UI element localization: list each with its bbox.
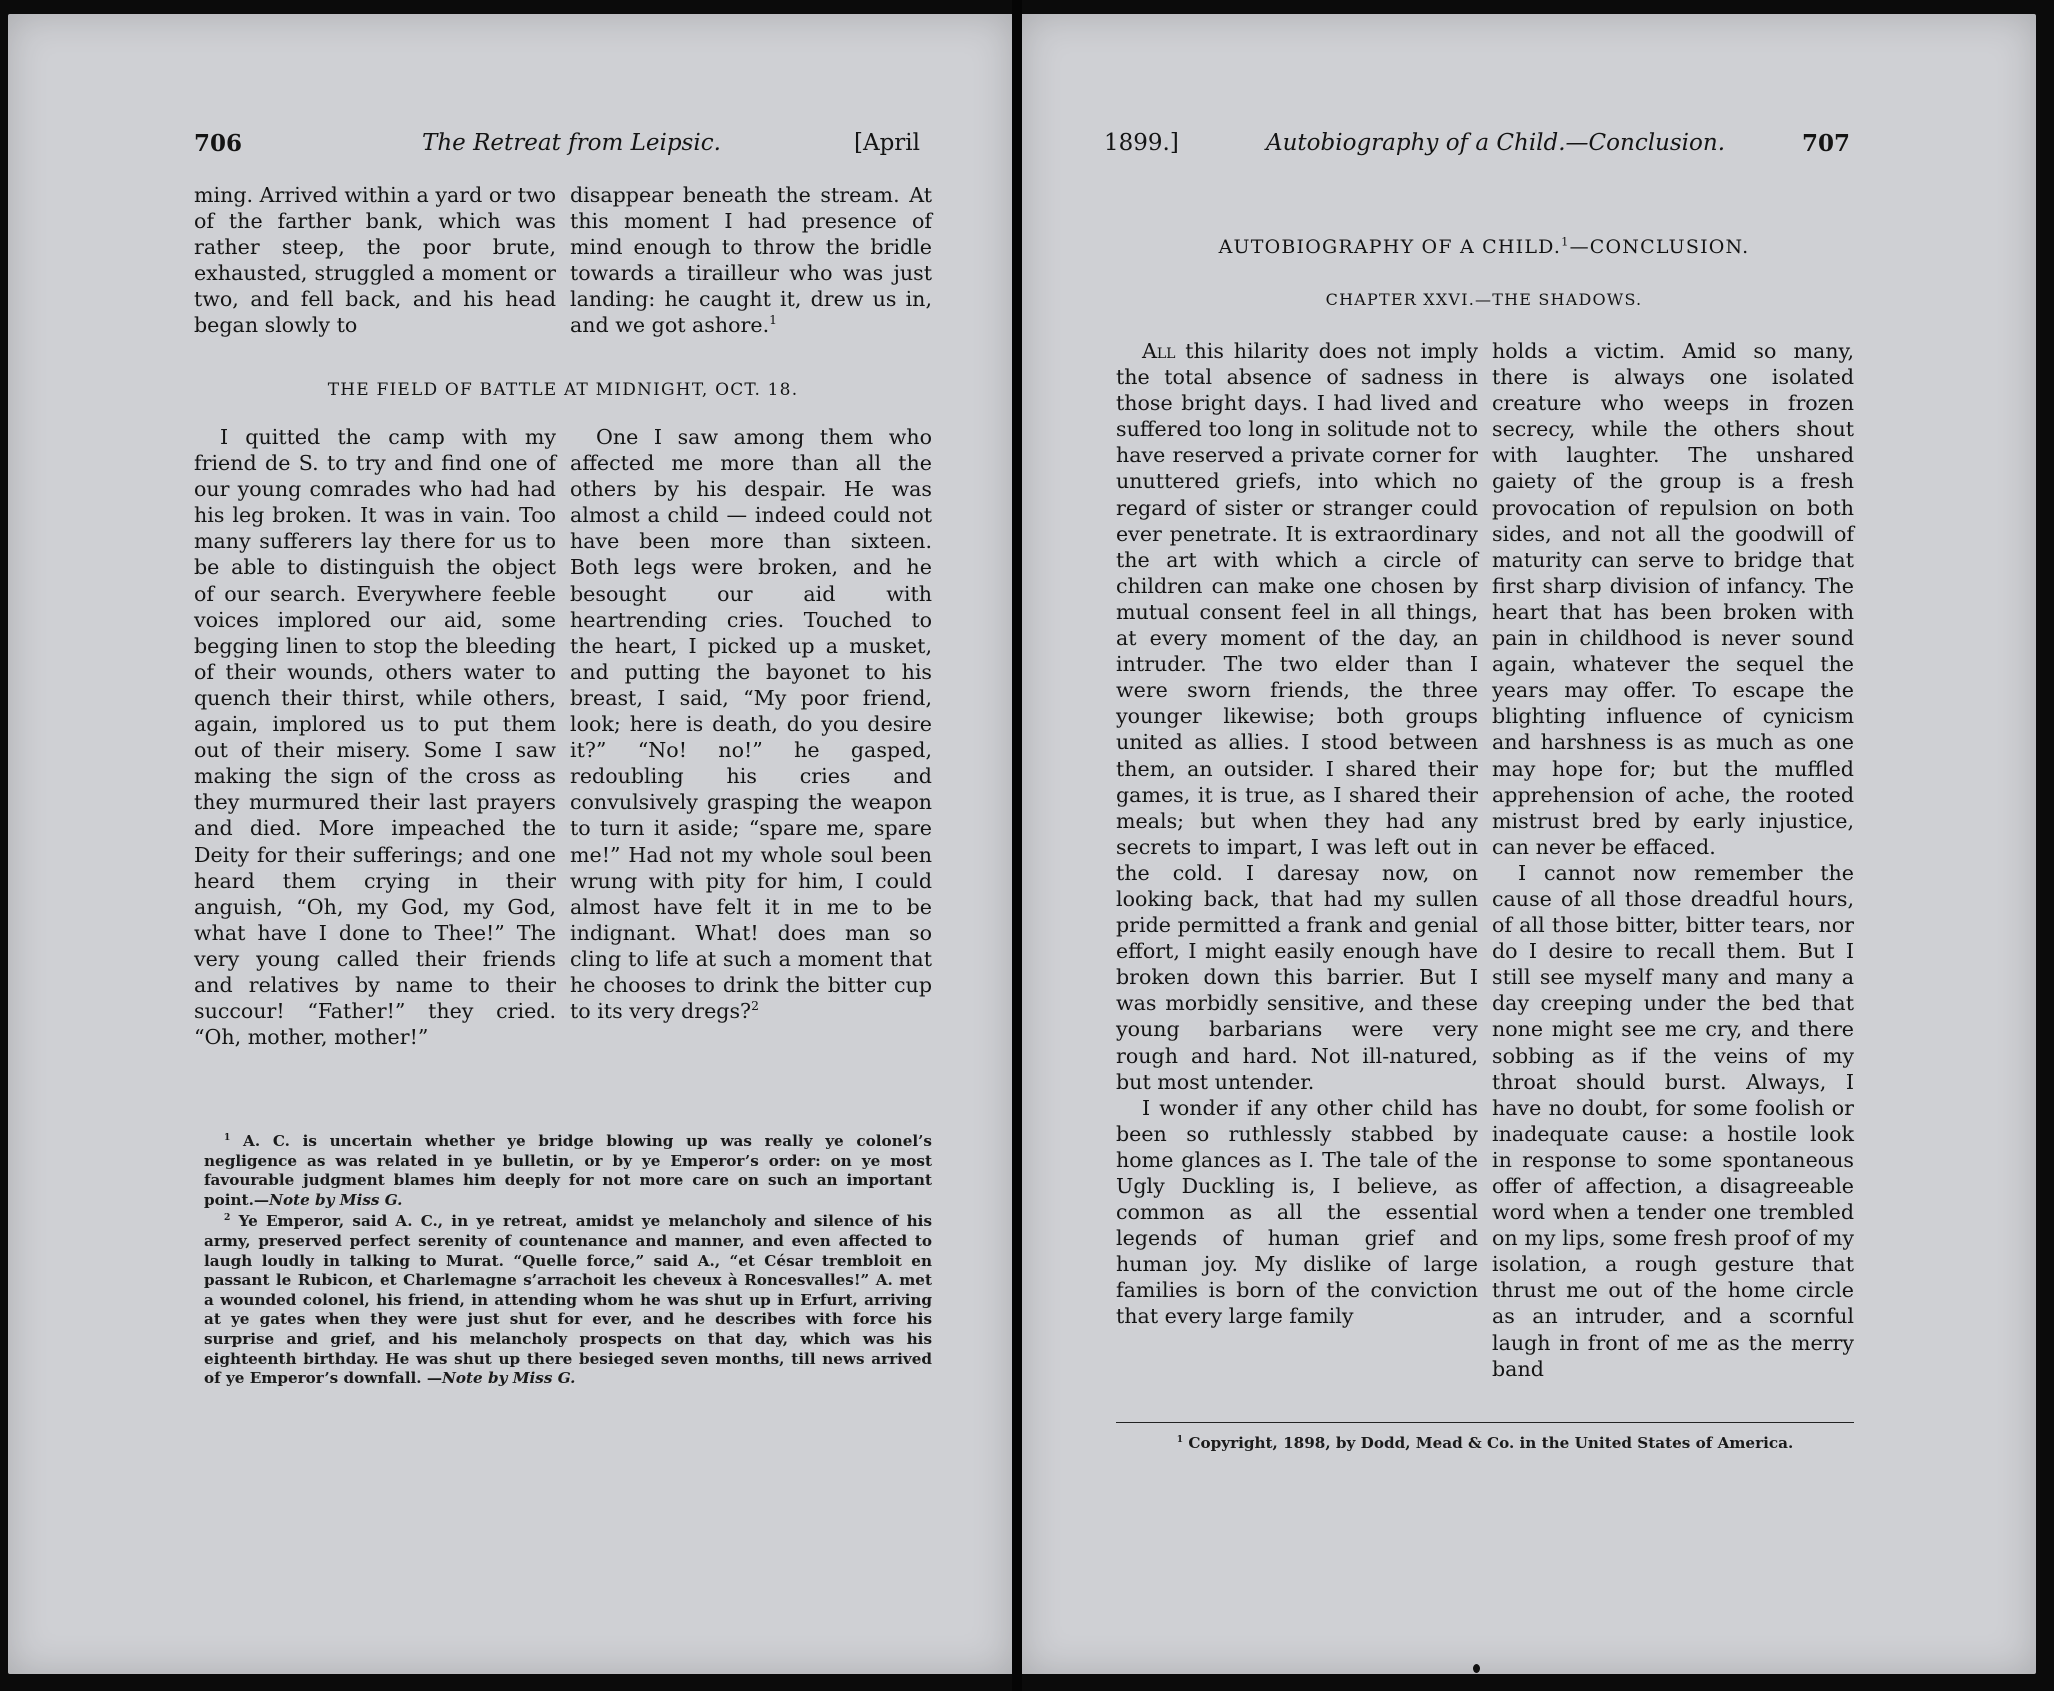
right-column-2 <box>1492 338 1854 1382</box>
left-page-number: 706 <box>194 130 243 157</box>
footnote-1 <box>204 1132 932 1210</box>
left-page <box>8 14 1012 1674</box>
paragraph: holds a victim. Amid so many, there is always one isolated creature who weeps in frozen secrecy, while the others shout with laughter. The unshared gaiety of the group is a fresh provocation of repulsion on both sides, and not all the goodwill of maturity can serve to bridge that first sharp division of infancy. The heart that has been broken with pain in childhood is never sound again, whatever the sequel the years may offer. To escape the blighting influence of cynicism and harshness is as much as one may hope for; but the muffled apprehension of ache, the rooted mistrust bred by early injustice, can never be effaced. <box>1492 339 1854 859</box>
article-title-suffix: —CONCLUSION. <box>1569 236 1750 258</box>
footnote-note: Note by Miss G. <box>442 1369 576 1388</box>
footnote-1 <box>1116 1434 1854 1454</box>
ink-speck <box>1473 1664 1480 1673</box>
paragraph-text: disappear beneath the stream. At this moment I had presence of mind enough to throw the bridle towards a tirailleur who was just landing: he caught it, drew us in, and we got ashore. <box>570 183 932 338</box>
article-title <box>1104 236 1864 258</box>
paragraph: I quitted the camp with my friend de S. to try and find one of our young comrades who had had his leg broken. It was in vain. Too many sufferers lay there for us to be able to distinguish the object of our search. Everywhere feeble voices implored our aid, some begging linen to stop the bleeding of their wounds, others water to quench their thirst, while others, again, implored us to put them out of their misery. Some I saw making the sign of the cross as they murmured their last prayers and died. More impeached the Deity for their sufferings; and one heard them crying in their anguish, “Oh, my God, my God, what have I done to Thee!” The very young called their friends and relatives by name to their succour! “Father!” they cried. “Oh, mother, mother!” <box>194 425 556 1050</box>
right-running-title: Autobiography of a Child.—Conclusion. <box>1266 130 1726 156</box>
footnote-mark: 1 <box>1176 1433 1184 1445</box>
footnote-ref: 2 <box>751 999 759 1014</box>
paragraph <box>1116 338 1478 1095</box>
footnote-ref: 1 <box>1561 234 1570 249</box>
left-running-title: The Retreat from Leipsic. <box>422 130 721 156</box>
paragraph <box>570 182 932 339</box>
section-heading: THE FIELD OF BATTLE AT MIDNIGHT, OCT. 18. <box>327 380 799 400</box>
gutter <box>1012 0 1022 1691</box>
paragraph: ming. Arrived within a yard or two of the farther bank, which was rather steep, the poor brute, exhausted, struggled a moment or two, and fell back, and his head began slowly to <box>194 183 556 338</box>
footnote-2 <box>204 1212 932 1388</box>
left-top-column-2 <box>570 182 932 339</box>
footnote-text: Ye Emperor, said A. C., in ye retreat, amidst ye melancholy and silence of his army, preserved perfect serenity of countenance and manner, and even affected to laugh loudly in talking to Murat. “Quelle force,” said A., “et César trembloit en passant le Rubicon, et Charlemagne s’arrachoit les cheveux à Roncesvalles!” A. met a wounded colonel, his friend, in attending whom he was shut up in Erfurt, arriving at ye gates when they were just shut for ever, and he describes with force his surprise and grief, and his melancholy prospects on that day, which was his eighteenth birthday. He was shut up there besieged seven months, till news arrived of ye Emperor’s downfall. — <box>204 1212 932 1388</box>
left-running-month: [April <box>854 130 921 156</box>
left-column-1 <box>194 424 556 1050</box>
footnote-note: Note by Miss G. <box>269 1190 403 1209</box>
right-running-year: 1899.] <box>1104 130 1179 156</box>
right-running-head <box>1022 118 2036 158</box>
right-page-number: 707 <box>1802 130 1851 157</box>
paragraph: I cannot now remember the cause of all those dreadful hours, of all those bitter, bitter tears, nor do I desire to recall them. But I still see myself many and many a day creeping under the bed that none might see me cry, and there sobbing as if the veins of my throat should burst. Always, I have no doubt, for some foolish or inadequate cause: a hostile look in response to some spontaneous offer of affection, a disagreeable word when a tender one trembled on my lips, some fresh proof of my isolation, a rough gesture that thrust me out of the home circle as an intruder, and a scornful laugh in front of me as the merry band <box>1492 860 1854 1381</box>
right-page <box>1022 14 2036 1674</box>
paragraph-text: One I saw among them who affected me more than all the others by his despair. He was almost a child — indeed could not have been more than sixteen. Both legs were broken, and he besought our aid with heartrending cries. Touched to the heart, I picked up a musket, and putting the bayonet to his breast, I said, “My poor friend, look; here is death, do you desire it?” “No! no!” he gasped, redoubling his cries and convulsively grasping the weapon to turn it aside; “spare me, spare me!” Had not my whole soul been wrung with pity for him, I could almost have felt it in me to be indignant. What! does man so cling to life at such a moment that he chooses to drink the bitter cup to its very dregs? <box>570 425 932 1024</box>
right-footnotes <box>1116 1434 1854 1456</box>
left-footnotes <box>204 1132 932 1391</box>
paragraph <box>570 424 932 1024</box>
paragraph-text: this hilarity does not imply the total absence of sadness in those bright days. I had lived and suffered too long in solitude not to have reserved a private corner for unuttered griefs, into which no regard of sister or stranger could ever penetrate. It is extraordinary the art with which a circle of children can make one chosen by mutual consent feel in all things, at every moment of the day, an intruder. The two elder than I were sworn friends, the three younger likewise; both groups united as allies. I stood between them, an outsider. I shared their games, it is true, as I shared their meals; but when they had any secrets to impart, I was left out in the cold. I daresay now, on looking back, that had my sullen pride permitted a frank and genial effort, I might easily enough have broken down this barrier. But I was morbidly sensitive, and these young barbarians were very rough and hard. Not ill-natured, but most untender. <box>1116 339 1478 1094</box>
footnote-mark: 1 <box>224 1131 231 1143</box>
footnote-text: A. C. is uncertain whether ye bridge blowing up was really ye colonel’s negligence as was related in ye bulletin, or by ye Emperor’s order: on ye most favourable judgment blames him deeply for not more care on such an important point.— <box>204 1132 932 1209</box>
right-column-1 <box>1116 338 1478 1330</box>
left-running-head <box>8 118 1012 158</box>
left-column-2 <box>570 424 932 1024</box>
footnote-ref: 1 <box>769 313 777 328</box>
footnote-text: Copyright, 1898, by Dodd, Mead & Co. in the United States of America. <box>1188 1434 1794 1452</box>
drop-word: All <box>1142 339 1176 363</box>
paragraph: I wonder if any other child has been so ruthlessly stabbed by home glances as I. The tale of the Ugly Duckling is, I believe, as common as all the essential legends of human grief and human joy. My dislike of large families is born of the conviction that every large family <box>1116 1095 1478 1329</box>
left-top-column-1 <box>194 182 556 339</box>
footnote-rule <box>1116 1422 1854 1423</box>
chapter-heading: CHAPTER XXVI.—THE SHADOWS. <box>1325 290 1643 309</box>
footnote-mark: 2 <box>224 1212 231 1224</box>
article-title-text: AUTOBIOGRAPHY OF A CHILD. <box>1218 236 1562 258</box>
